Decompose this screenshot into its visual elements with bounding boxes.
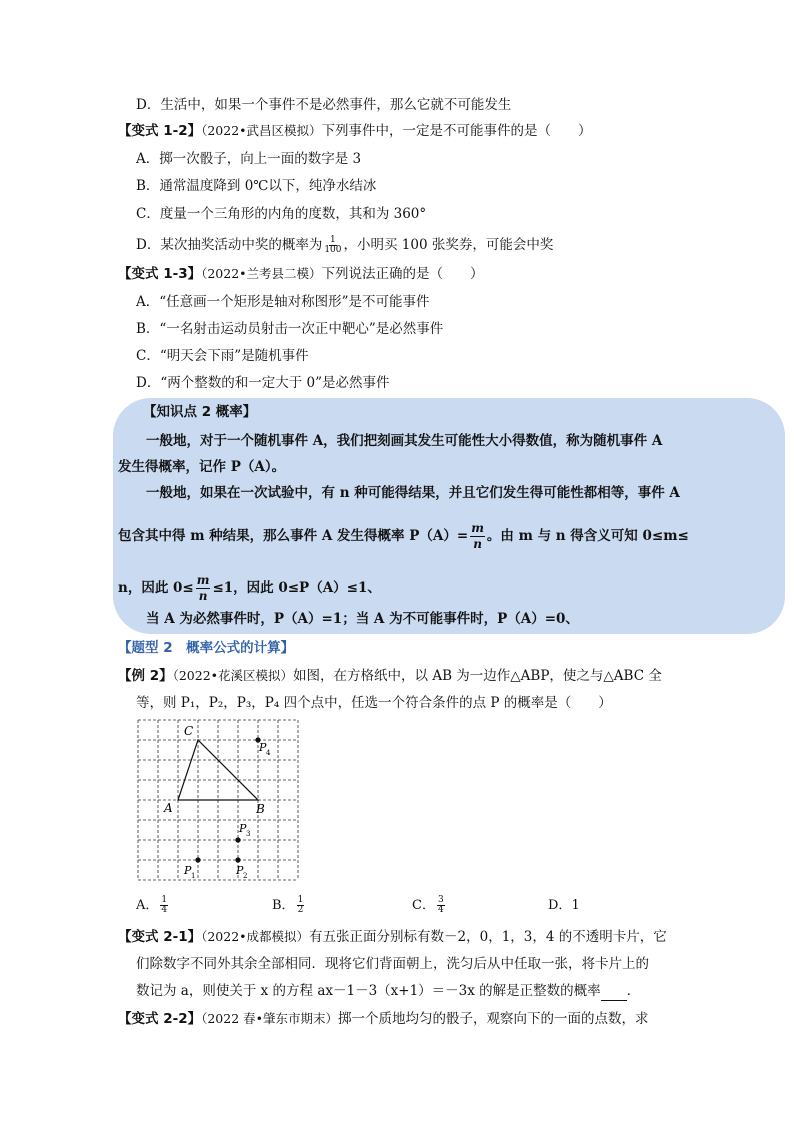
- type-2-heading: 【题型 2 概率公式的计算】: [118, 640, 295, 656]
- fraction-m-over-n: [470, 521, 485, 552]
- fraction-numerator: 1: [161, 895, 168, 905]
- fraction: [437, 896, 445, 915]
- knowledge-p3-text: n，因此 0≤: [118, 580, 194, 596]
- answer-option-d: [548, 896, 580, 916]
- example-2-text: 如图，在方格纸中，以 AB 为一边作△ABP，使之与△ABC 全: [293, 668, 662, 684]
- fraction-numerator: 3: [437, 895, 444, 905]
- q1-3-option-d: D．“两个整数的和一定大于 0”是必然事件: [136, 375, 390, 391]
- fraction-numerator: 1: [330, 235, 336, 245]
- q1-2-source: （2022•武昌区模拟）: [201, 123, 322, 138]
- q1-3-tag: 【变式 1-3】: [118, 266, 202, 282]
- fraction-numerator: 1: [297, 895, 304, 905]
- q1-2-question: 下列事件中，一定是不可能事件的是（ ）: [321, 123, 592, 139]
- point-p3: [235, 837, 240, 842]
- answer-letter: B．: [272, 898, 295, 913]
- label-p4: P: [259, 741, 267, 754]
- example-2-line2: 等，则 P₁，P₂，P₃，P₄ 四个点中，任选一个符合条件的点 P 的概率是（ ）: [136, 695, 612, 711]
- q1-2-option-d-tail: ，小明买 100 张奖券，可能会中奖: [343, 237, 554, 253]
- v2-1-source: （2022•成都模拟）: [201, 929, 310, 944]
- v2-2-source: （2022 春•肇东市期末）: [201, 1011, 339, 1026]
- knowledge-p2b: [118, 521, 689, 552]
- fraction-numerator: m: [471, 521, 484, 535]
- knowledge-p2b-text: 包含其中得 m 种结果，那么事件 A 发生得概率 P（A）=: [118, 528, 469, 544]
- example-2-line1: [118, 666, 662, 686]
- q1-2-option-d-text: D．某次抽奖活动中奖的概率为: [136, 237, 323, 253]
- label-p3-sub: 3: [246, 830, 251, 838]
- point-p1: [195, 857, 200, 862]
- v2-1-line2: 们除数字不同外其余全部相同．现将它们背面朝上，洗匀后从中任取一张，将卡片上的: [136, 956, 649, 972]
- label-p4-sub: 4: [266, 749, 271, 757]
- answer-letter: C．: [412, 898, 435, 913]
- label-a: A: [164, 801, 173, 815]
- v2-2-tag: 【变式 2-2】: [118, 1011, 202, 1027]
- q1-2-stem: [118, 121, 592, 141]
- fraction-numerator: m: [196, 573, 210, 587]
- label-c: C: [184, 724, 194, 738]
- fraction-denominator: 2: [297, 905, 304, 915]
- label-p1-sub: 1: [191, 872, 196, 880]
- knowledge-p1a: 一般地，对于一个随机事件 A，我们把刻画其发生可能性大小得数值，称为随机事件 A: [146, 433, 663, 449]
- q1-2-tag: 【变式 1-2】: [118, 123, 202, 139]
- knowledge-p3: [118, 573, 381, 604]
- q1-3-question: 下列说法正确的是（ ）: [321, 266, 484, 282]
- label-p3: P: [239, 822, 247, 835]
- fraction-denominator: 4: [437, 905, 444, 915]
- q1-2-option-a: A．掷一次骰子，向上一面的数字是 3: [136, 151, 362, 167]
- fraction-denominator: 100: [324, 245, 342, 255]
- label-b: B: [256, 802, 265, 816]
- fraction-m-over-n: [196, 573, 211, 604]
- answer-option-c: [412, 896, 447, 916]
- q1-3-stem: [118, 264, 484, 284]
- answer-letter: A．: [136, 898, 159, 913]
- q1-2-option-b: B．通常温度降到 0℃以下，纯净水结冰: [136, 178, 377, 194]
- q1-2-option-d: [136, 235, 553, 255]
- fraction: [160, 896, 168, 915]
- knowledge-p2b-tail: 。由 m 与 n 得含义可知 0≤m≤: [486, 528, 689, 544]
- q1-3-source: （2022•兰考县二模）: [201, 266, 322, 281]
- q1-3-option-b: B．“一名射击运动员射击一次正中靶心”是必然事件: [136, 321, 444, 337]
- fraction: [324, 236, 341, 255]
- q1-3-option-a: A．“任意画一个矩形是轴对称图形”是不可能事件: [136, 294, 430, 310]
- v2-1-line3-end: ．: [626, 983, 641, 999]
- v2-1-text: 有五张正面分别标有数－2，0，1，3，4 的不透明卡片，它: [309, 929, 667, 945]
- answer-option-a: [136, 896, 170, 916]
- example-2-tag: 【例 2】: [118, 668, 173, 684]
- q1-3-option-c: C．“明天会下雨”是随机事件: [136, 348, 309, 364]
- example-2-source: （2022•花溪区模拟）: [172, 668, 294, 683]
- v2-1-line1: [118, 927, 667, 947]
- knowledge-p1b: 发生得概率，记作 P（A）。: [118, 459, 286, 475]
- label-p2: P: [236, 864, 244, 877]
- answer-blank[interactable]: [601, 986, 627, 1001]
- point-p2: [235, 857, 240, 862]
- answer-letter: D．: [548, 898, 572, 913]
- v2-2-line1: [118, 1009, 649, 1029]
- answer-option-b: [272, 896, 306, 916]
- knowledge-p3-tail: ≤1，因此 0≤P（A）≤1、: [212, 580, 381, 596]
- label-p2-sub: 2: [243, 872, 248, 880]
- fraction-denominator: n: [473, 537, 482, 551]
- grid-figure: [136, 718, 300, 882]
- v2-2-text: 掷一个质地均匀的骰子，观察向下的一面的点数，求: [338, 1011, 649, 1027]
- q1-1-option-d: D．生活中，如果一个事件不是必然事件，那么它就不可能发生: [136, 97, 512, 113]
- v2-1-tag: 【变式 2-1】: [118, 929, 202, 945]
- v2-1-line3-text: 数记为 a，则使关于 x 的方程 ax－1－3（x+1）＝－3x 的解是正整数的概率: [136, 983, 601, 999]
- v2-1-line3: [136, 981, 640, 1001]
- label-p1: P: [184, 864, 192, 877]
- knowledge-p4: 当 A 为必然事件时，P（A）=1；当 A 为不可能事件时，P（A）=0、: [146, 611, 579, 627]
- fraction-denominator: n: [198, 589, 208, 603]
- knowledge-title: 【知识点 2 概率】: [143, 404, 257, 420]
- answer-value: 1: [571, 898, 580, 913]
- q1-2-option-c: C．度量一个三角形的内角的度数，其和为 360°: [136, 206, 427, 222]
- knowledge-p2a: 一般地，如果在一次试验中，有 n 种可能得结果，并且它们发生得可能性都相等，事件 A: [146, 485, 680, 501]
- fraction: [297, 896, 305, 915]
- fraction-denominator: 4: [161, 905, 168, 915]
